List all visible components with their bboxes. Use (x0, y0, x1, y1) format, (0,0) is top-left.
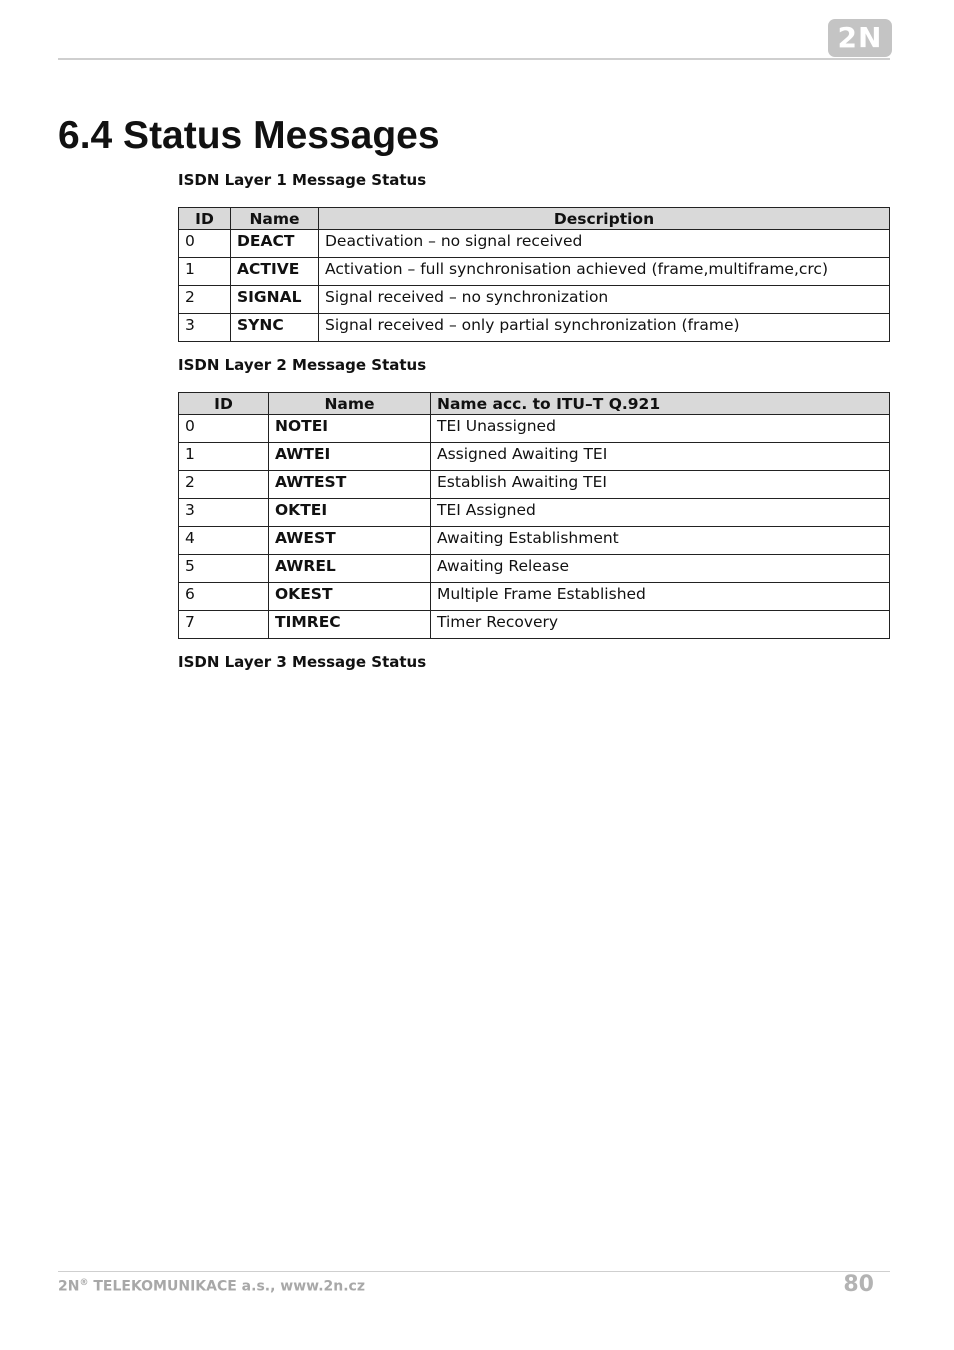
table-row (179, 471, 890, 499)
column-header-itu-name: Name acc. to ITU–T Q.921 (431, 393, 890, 415)
table-row (179, 286, 890, 314)
name-cell: ACTIVE (231, 258, 319, 286)
footer-company-text: TELEKOMUNIKACE a.s., www.2n.cz (88, 1278, 365, 1295)
id-cell: 2 (179, 471, 269, 499)
column-header-name: Name (269, 393, 431, 415)
name-cell: OKTEI (269, 499, 431, 527)
table-row (179, 527, 890, 555)
table-header-row (179, 208, 890, 230)
header-divider (58, 58, 890, 60)
layer2-table (178, 392, 890, 639)
layer3-heading: ISDN Layer 3 Message Status (178, 653, 427, 671)
id-cell: 0 (179, 415, 269, 443)
id-cell: 3 (179, 314, 231, 342)
itu-name-cell: Establish Awaiting TEI (431, 471, 890, 499)
itu-name-cell: Multiple Frame Established (431, 583, 890, 611)
column-header-id: ID (179, 393, 269, 415)
itu-name-cell: Awaiting Establishment (431, 527, 890, 555)
id-cell: 0 (179, 230, 231, 258)
table-row (179, 314, 890, 342)
column-header-name: Name (231, 208, 319, 230)
id-cell: 1 (179, 443, 269, 471)
name-cell: DEACT (231, 230, 319, 258)
table-row (179, 555, 890, 583)
table-row (179, 415, 890, 443)
table-header-row (179, 393, 890, 415)
company-logo: 2N (828, 19, 892, 57)
name-cell: NOTEI (269, 415, 431, 443)
page-number: 80 (843, 1272, 874, 1297)
itu-name-cell: TEI Assigned (431, 499, 890, 527)
table-row (179, 583, 890, 611)
id-cell: 2 (179, 286, 231, 314)
page-title: 6.4 Status Messages (58, 114, 440, 157)
name-cell: OKEST (269, 583, 431, 611)
id-cell: 1 (179, 258, 231, 286)
id-cell: 7 (179, 611, 269, 639)
layer2-heading: ISDN Layer 2 Message Status (178, 356, 427, 374)
itu-name-cell: Assigned Awaiting TEI (431, 443, 890, 471)
itu-name-cell: TEI Unassigned (431, 415, 890, 443)
column-header-id: ID (179, 208, 231, 230)
table-row (179, 230, 890, 258)
id-cell: 5 (179, 555, 269, 583)
table-row (179, 258, 890, 286)
footer-company (58, 1278, 365, 1295)
description-cell: Deactivation – no signal received (319, 230, 890, 258)
column-header-description: Description (319, 208, 890, 230)
itu-name-cell: Awaiting Release (431, 555, 890, 583)
description-cell: Signal received – no synchronization (319, 286, 890, 314)
footer-brand: 2N (58, 1278, 80, 1295)
name-cell: AWTEST (269, 471, 431, 499)
name-cell: AWEST (269, 527, 431, 555)
itu-name-cell: Timer Recovery (431, 611, 890, 639)
description-cell: Activation – full synchronisation achieved (frame,multiframe,crc) (319, 258, 890, 286)
name-cell: TIMREC (269, 611, 431, 639)
name-cell: AWTEI (269, 443, 431, 471)
name-cell: AWREL (269, 555, 431, 583)
table-row (179, 443, 890, 471)
footer-divider (58, 1271, 890, 1272)
name-cell: SIGNAL (231, 286, 319, 314)
layer1-table (178, 207, 890, 342)
name-cell: SYNC (231, 314, 319, 342)
table-row (179, 499, 890, 527)
description-cell: Signal received – only partial synchronization (frame) (319, 314, 890, 342)
table-row (179, 611, 890, 639)
id-cell: 6 (179, 583, 269, 611)
layer1-heading: ISDN Layer 1 Message Status (178, 171, 427, 189)
registered-mark: ® (79, 1278, 89, 1288)
id-cell: 4 (179, 527, 269, 555)
id-cell: 3 (179, 499, 269, 527)
